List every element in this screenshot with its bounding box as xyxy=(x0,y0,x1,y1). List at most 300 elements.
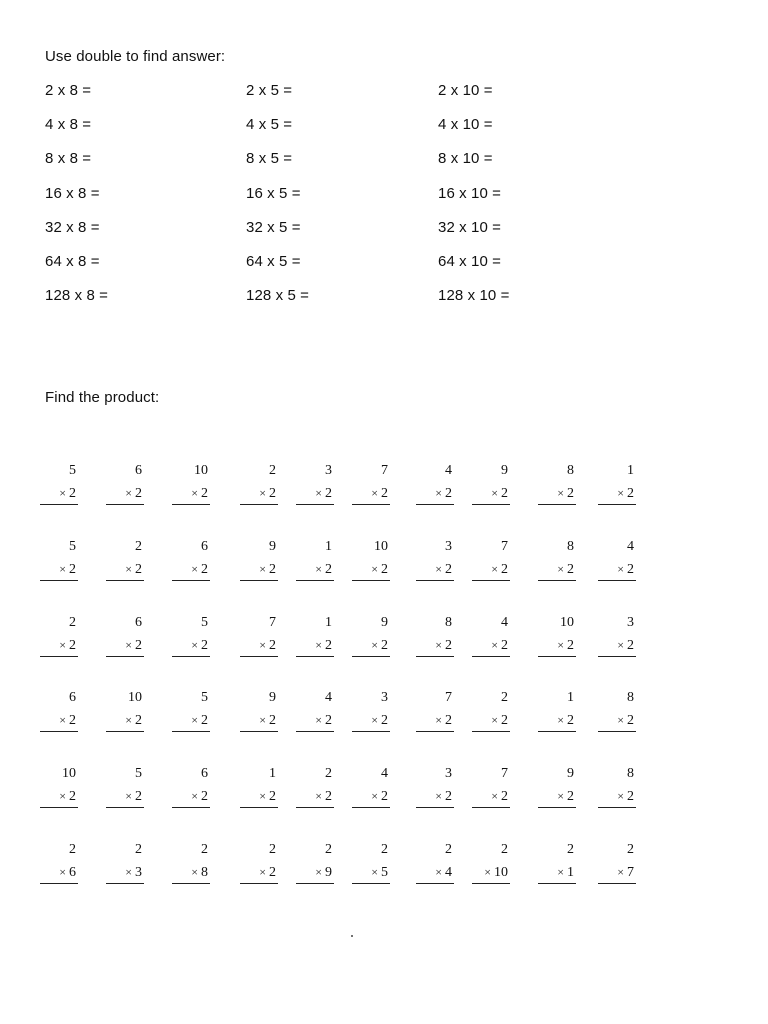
multiplicand: 10 xyxy=(194,463,208,478)
multiplier: 2 xyxy=(567,561,574,577)
multiplier: 2 xyxy=(201,637,208,653)
doubling-problem: 128 x 8 = xyxy=(45,287,109,305)
doubling-problem: 4 x 5 = xyxy=(246,116,293,134)
multiplier: 7 xyxy=(627,864,634,880)
multiplier: 2 xyxy=(269,713,276,729)
doubling-row xyxy=(0,253,768,287)
multiplicand: 10 xyxy=(560,614,574,630)
multiplicand: 2 xyxy=(445,841,452,857)
multiplier-line xyxy=(352,558,390,581)
multiplication-problem xyxy=(470,763,510,808)
multiplier-line xyxy=(352,482,390,505)
multiplicand: 2 xyxy=(69,614,76,630)
multiplicand: 3 xyxy=(445,538,452,554)
multiplier-line xyxy=(472,709,510,732)
multiplication-problem xyxy=(294,839,334,884)
multiplication-problem xyxy=(38,687,78,732)
multiplier: 2 xyxy=(627,486,634,501)
multiplication-problem xyxy=(104,763,144,808)
multiplier-line xyxy=(352,634,390,657)
multiplier: 2 xyxy=(501,561,508,577)
multiplication-problem xyxy=(294,687,334,732)
times-sign: × xyxy=(491,789,498,804)
multiplicand: 9 xyxy=(381,614,388,630)
multiplier: 2 xyxy=(501,486,508,501)
multiplicand: 2 xyxy=(501,841,508,857)
multiplication-problem xyxy=(414,839,454,884)
multiplication-problem xyxy=(170,763,210,808)
times-sign: × xyxy=(191,486,198,500)
multiplier-line xyxy=(240,558,278,581)
multiplication-problem xyxy=(170,687,210,732)
multiplicand: 10 xyxy=(62,766,76,782)
multiplicand: 6 xyxy=(69,690,76,706)
product-row xyxy=(0,536,768,612)
multiplier: 2 xyxy=(269,561,276,577)
multiplier: 2 xyxy=(135,713,142,729)
multiplier: 2 xyxy=(445,561,452,577)
doubling-problem: 32 x 8 = xyxy=(45,218,100,236)
multiplier-line xyxy=(472,634,510,657)
times-sign: × xyxy=(315,486,322,500)
times-sign: × xyxy=(435,713,442,728)
multiplier: 2 xyxy=(381,561,388,577)
multiplicand: 1 xyxy=(325,538,332,554)
times-sign: × xyxy=(371,486,378,500)
multiplier-line xyxy=(40,634,78,657)
multiplier: 2 xyxy=(325,713,332,729)
multiplication-problem xyxy=(470,839,510,884)
multiplier-line xyxy=(106,634,144,657)
multiplier: 2 xyxy=(69,713,76,729)
multiplication-problem xyxy=(536,460,576,505)
multiplier: 2 xyxy=(201,789,208,805)
multiplicand: 3 xyxy=(627,614,634,630)
multiplication-problem xyxy=(414,763,454,808)
product-row xyxy=(0,839,768,915)
multiplicand: 4 xyxy=(381,766,388,782)
multiplier: 2 xyxy=(135,561,142,577)
multiplicand: 4 xyxy=(325,690,332,706)
multiplier-line xyxy=(172,709,210,732)
multiplier: 2 xyxy=(501,637,508,653)
multiplicand: 2 xyxy=(501,690,508,706)
multiplier-line xyxy=(472,558,510,581)
times-sign: × xyxy=(435,864,442,879)
multiplicand: 3 xyxy=(381,690,388,706)
multiplication-problem xyxy=(38,536,78,581)
multiplication-problem xyxy=(536,612,576,657)
multiplicand: 8 xyxy=(567,538,574,554)
page-dot-mark xyxy=(351,935,353,937)
multiplication-problem xyxy=(170,536,210,581)
multiplier-line xyxy=(416,861,454,884)
multiplicand: 1 xyxy=(269,766,276,782)
multiplication-problem xyxy=(238,687,278,732)
multiplier-line xyxy=(472,482,510,505)
times-sign: × xyxy=(435,789,442,804)
multiplier-line xyxy=(598,861,636,884)
multiplier-line xyxy=(598,558,636,581)
times-sign: × xyxy=(315,713,322,728)
multiplier-line xyxy=(598,482,636,505)
multiplier-line xyxy=(416,709,454,732)
multiplier-line xyxy=(106,861,144,884)
multiplier-line xyxy=(172,482,210,505)
times-sign: × xyxy=(617,713,624,728)
multiplicand: 6 xyxy=(135,614,142,630)
multiplier: 1 xyxy=(567,864,574,880)
multiplication-problem xyxy=(238,612,278,657)
multiplication-problem xyxy=(38,839,78,884)
times-sign: × xyxy=(125,561,132,576)
times-sign: × xyxy=(191,561,198,576)
times-sign: × xyxy=(435,486,442,500)
doubling-problem: 128 x 5 = xyxy=(246,287,310,305)
times-sign: × xyxy=(315,864,322,879)
multiplication-problem xyxy=(38,763,78,808)
multiplication-problem xyxy=(596,763,636,808)
multiplier-line xyxy=(598,709,636,732)
multiplication-problem xyxy=(414,536,454,581)
multiplication-problem xyxy=(536,839,576,884)
times-sign: × xyxy=(491,713,498,728)
times-sign: × xyxy=(125,864,132,879)
doubling-row xyxy=(0,82,768,116)
multiplicand: 1 xyxy=(325,614,332,630)
multiplier: 2 xyxy=(567,789,574,805)
doubling-problem: 8 x 5 = xyxy=(246,150,293,168)
multiplier: 4 xyxy=(445,864,452,880)
multiplication-problem xyxy=(596,612,636,657)
product-row xyxy=(0,612,768,688)
multiplicand: 8 xyxy=(445,614,452,630)
multiplier: 5 xyxy=(381,864,388,880)
multiplicand: 8 xyxy=(567,463,574,478)
multiplication-problem xyxy=(596,460,636,505)
multiplier: 2 xyxy=(135,789,142,805)
multiplier: 2 xyxy=(445,789,452,805)
multiplier-line xyxy=(240,861,278,884)
multiplicand: 5 xyxy=(69,463,76,478)
multiplier: 2 xyxy=(381,713,388,729)
multiplier-line xyxy=(472,785,510,808)
multiplier-line xyxy=(296,558,334,581)
multiplier-line xyxy=(538,861,576,884)
multiplicand: 8 xyxy=(627,690,634,706)
times-sign: × xyxy=(557,561,564,576)
times-sign: × xyxy=(59,561,66,576)
multiplier: 10 xyxy=(494,864,508,880)
multiplier: 2 xyxy=(69,789,76,805)
times-sign: × xyxy=(59,864,66,879)
multiplication-problem xyxy=(38,460,78,505)
times-sign: × xyxy=(191,713,198,728)
multiplier-line xyxy=(172,861,210,884)
doubling-problem: 4 x 8 = xyxy=(45,116,92,134)
multiplicand: 8 xyxy=(627,766,634,782)
times-sign: × xyxy=(557,713,564,728)
times-sign: × xyxy=(59,637,66,652)
multiplier: 2 xyxy=(269,486,276,501)
multiplier-line xyxy=(240,634,278,657)
multiplicand: 3 xyxy=(325,463,332,478)
doubling-problem: 32 x 10 = xyxy=(438,218,502,236)
multiplier-line xyxy=(416,482,454,505)
times-sign: × xyxy=(59,486,66,500)
times-sign: × xyxy=(435,637,442,652)
section-heading-double: Use double to find answer: xyxy=(45,48,226,65)
times-sign: × xyxy=(371,789,378,804)
multiplier: 2 xyxy=(269,789,276,805)
multiplier: 2 xyxy=(269,864,276,880)
multiplicand: 10 xyxy=(128,690,142,706)
multiplication-problem xyxy=(350,763,390,808)
times-sign: × xyxy=(315,789,322,804)
doubling-row xyxy=(0,116,768,150)
multiplier-line xyxy=(296,709,334,732)
multiplier: 2 xyxy=(69,486,76,501)
doubling-problem: 64 x 5 = xyxy=(246,252,301,270)
multiplier: 2 xyxy=(201,561,208,577)
times-sign: × xyxy=(435,561,442,576)
multiplicand: 7 xyxy=(501,766,508,782)
multiplication-problem xyxy=(470,612,510,657)
times-sign: × xyxy=(617,486,624,500)
doubling-problem: 8 x 8 = xyxy=(45,150,92,168)
multiplicand: 9 xyxy=(269,538,276,554)
doubling-problem: 2 x 10 = xyxy=(438,82,493,99)
multiplier: 2 xyxy=(381,486,388,501)
times-sign: × xyxy=(259,561,266,576)
multiplication-problem xyxy=(350,460,390,505)
multiplication-problem xyxy=(536,763,576,808)
multiplier-line xyxy=(416,558,454,581)
multiplicand: 2 xyxy=(269,841,276,857)
multiplication-problem xyxy=(596,536,636,581)
multiplication-problem xyxy=(238,763,278,808)
product-problems-grid xyxy=(0,460,768,915)
multiplicand: 7 xyxy=(381,463,388,478)
times-sign: × xyxy=(491,561,498,576)
multiplication-problem xyxy=(470,460,510,505)
multiplier: 8 xyxy=(201,864,208,880)
multiplier-line xyxy=(172,558,210,581)
multiplier: 2 xyxy=(135,486,142,501)
multiplicand: 2 xyxy=(381,841,388,857)
multiplier-line xyxy=(240,709,278,732)
multiplication-problem xyxy=(470,687,510,732)
multiplicand: 1 xyxy=(567,690,574,706)
doubling-row xyxy=(0,219,768,253)
multiplier-line xyxy=(172,634,210,657)
multiplicand: 2 xyxy=(135,841,142,857)
multiplier: 2 xyxy=(567,486,574,501)
times-sign: × xyxy=(259,864,266,879)
multiplier-line xyxy=(40,861,78,884)
multiplicand: 4 xyxy=(627,538,634,554)
multiplication-problem xyxy=(294,612,334,657)
multiplication-problem xyxy=(104,839,144,884)
multiplier-line xyxy=(40,785,78,808)
multiplier: 2 xyxy=(325,637,332,653)
doubling-row xyxy=(0,150,768,184)
multiplier-line xyxy=(106,482,144,505)
doubling-problem: 16 x 5 = xyxy=(246,184,301,202)
multiplication-problem xyxy=(536,687,576,732)
multiplication-problem xyxy=(470,536,510,581)
multiplier-line xyxy=(106,709,144,732)
multiplier: 2 xyxy=(135,637,142,653)
multiplicand: 7 xyxy=(501,538,508,554)
multiplier-line xyxy=(106,785,144,808)
multiplier-line xyxy=(40,558,78,581)
times-sign: × xyxy=(259,637,266,652)
multiplicand: 4 xyxy=(445,463,452,478)
times-sign: × xyxy=(617,561,624,576)
multiplication-problem xyxy=(350,839,390,884)
multiplier: 2 xyxy=(69,637,76,653)
multiplication-problem xyxy=(536,536,576,581)
multiplicand: 6 xyxy=(201,538,208,554)
multiplier-line xyxy=(472,861,510,884)
multiplier-line xyxy=(538,709,576,732)
doubling-problem: 2 x 8 = xyxy=(45,82,92,99)
multiplicand: 5 xyxy=(135,766,142,782)
multiplier: 2 xyxy=(69,561,76,577)
multiplier-line xyxy=(598,634,636,657)
times-sign: × xyxy=(59,789,66,804)
doubling-problem: 8 x 10 = xyxy=(438,150,493,168)
multiplier: 2 xyxy=(201,486,208,501)
multiplier-line xyxy=(106,558,144,581)
multiplier-line xyxy=(40,709,78,732)
multiplier-line xyxy=(538,482,576,505)
times-sign: × xyxy=(557,486,564,500)
multiplication-problem xyxy=(238,460,278,505)
multiplier-line xyxy=(172,785,210,808)
product-row xyxy=(0,687,768,763)
multiplication-problem xyxy=(414,612,454,657)
times-sign: × xyxy=(59,713,66,728)
times-sign: × xyxy=(191,789,198,804)
multiplicand: 2 xyxy=(325,841,332,857)
doubling-problem: 32 x 5 = xyxy=(246,218,301,236)
multiplication-problem xyxy=(170,839,210,884)
multiplication-problem xyxy=(104,536,144,581)
times-sign: × xyxy=(491,486,498,500)
multiplier: 6 xyxy=(69,864,76,880)
multiplicand: 2 xyxy=(325,766,332,782)
multiplication-problem xyxy=(294,460,334,505)
multiplier-line xyxy=(538,785,576,808)
times-sign: × xyxy=(315,637,322,652)
multiplication-problem xyxy=(350,536,390,581)
multiplier-line xyxy=(352,861,390,884)
times-sign: × xyxy=(617,789,624,804)
section-heading-product: Find the product: xyxy=(45,389,160,406)
multiplication-problem xyxy=(414,460,454,505)
multiplicand: 7 xyxy=(269,614,276,630)
multiplicand: 1 xyxy=(627,463,634,478)
multiplicand: 4 xyxy=(501,614,508,630)
times-sign: × xyxy=(191,637,198,652)
multiplicand: 5 xyxy=(69,538,76,554)
multiplier: 3 xyxy=(135,864,142,880)
multiplication-problem xyxy=(294,536,334,581)
multiplier-line xyxy=(240,785,278,808)
multiplication-problem xyxy=(38,612,78,657)
multiplier: 2 xyxy=(201,713,208,729)
doubling-row xyxy=(0,185,768,219)
multiplication-problem xyxy=(104,460,144,505)
times-sign: × xyxy=(557,789,564,804)
multiplier: 2 xyxy=(325,789,332,805)
multiplicand: 7 xyxy=(445,690,452,706)
multiplier: 2 xyxy=(325,561,332,577)
multiplier-line xyxy=(296,482,334,505)
times-sign: × xyxy=(371,561,378,576)
times-sign: × xyxy=(125,637,132,652)
multiplier-line xyxy=(240,482,278,505)
multiplication-problem xyxy=(104,687,144,732)
multiplication-problem xyxy=(238,536,278,581)
multiplicand: 5 xyxy=(201,690,208,706)
multiplication-problem xyxy=(414,687,454,732)
multiplier-line xyxy=(416,785,454,808)
doubling-problem: 2 x 5 = xyxy=(246,82,293,99)
times-sign: × xyxy=(617,637,624,652)
doubling-problem: 64 x 10 = xyxy=(438,252,502,270)
multiplicand: 2 xyxy=(269,463,276,478)
multiplier-line xyxy=(40,482,78,505)
multiplication-problem xyxy=(170,460,210,505)
doubling-problem: 128 x 10 = xyxy=(438,287,510,305)
multiplier: 2 xyxy=(501,713,508,729)
multiplier-line xyxy=(296,785,334,808)
doubling-problem: 64 x 8 = xyxy=(45,252,100,270)
multiplier: 2 xyxy=(627,789,634,805)
times-sign: × xyxy=(125,713,132,728)
multiplier: 2 xyxy=(567,637,574,653)
times-sign: × xyxy=(557,637,564,652)
multiplicand: 9 xyxy=(567,766,574,782)
multiplication-problem xyxy=(170,612,210,657)
times-sign: × xyxy=(371,713,378,728)
times-sign: × xyxy=(259,713,266,728)
times-sign: × xyxy=(315,561,322,576)
multiplicand: 2 xyxy=(567,841,574,857)
times-sign: × xyxy=(191,864,198,879)
multiplication-problem xyxy=(596,687,636,732)
multiplier: 2 xyxy=(501,789,508,805)
times-sign: × xyxy=(371,637,378,652)
multiplier-line xyxy=(352,709,390,732)
multiplication-problem xyxy=(350,687,390,732)
doubling-problems-grid xyxy=(0,82,768,321)
multiplier: 2 xyxy=(325,486,332,501)
times-sign: × xyxy=(557,864,564,879)
multiplier: 2 xyxy=(627,637,634,653)
multiplicand: 6 xyxy=(135,463,142,478)
multiplier-line xyxy=(538,634,576,657)
multiplier-line xyxy=(416,634,454,657)
multiplier: 2 xyxy=(445,486,452,501)
multiplication-problem xyxy=(350,612,390,657)
times-sign: × xyxy=(125,789,132,804)
times-sign: × xyxy=(484,864,491,879)
multiplier-line xyxy=(598,785,636,808)
